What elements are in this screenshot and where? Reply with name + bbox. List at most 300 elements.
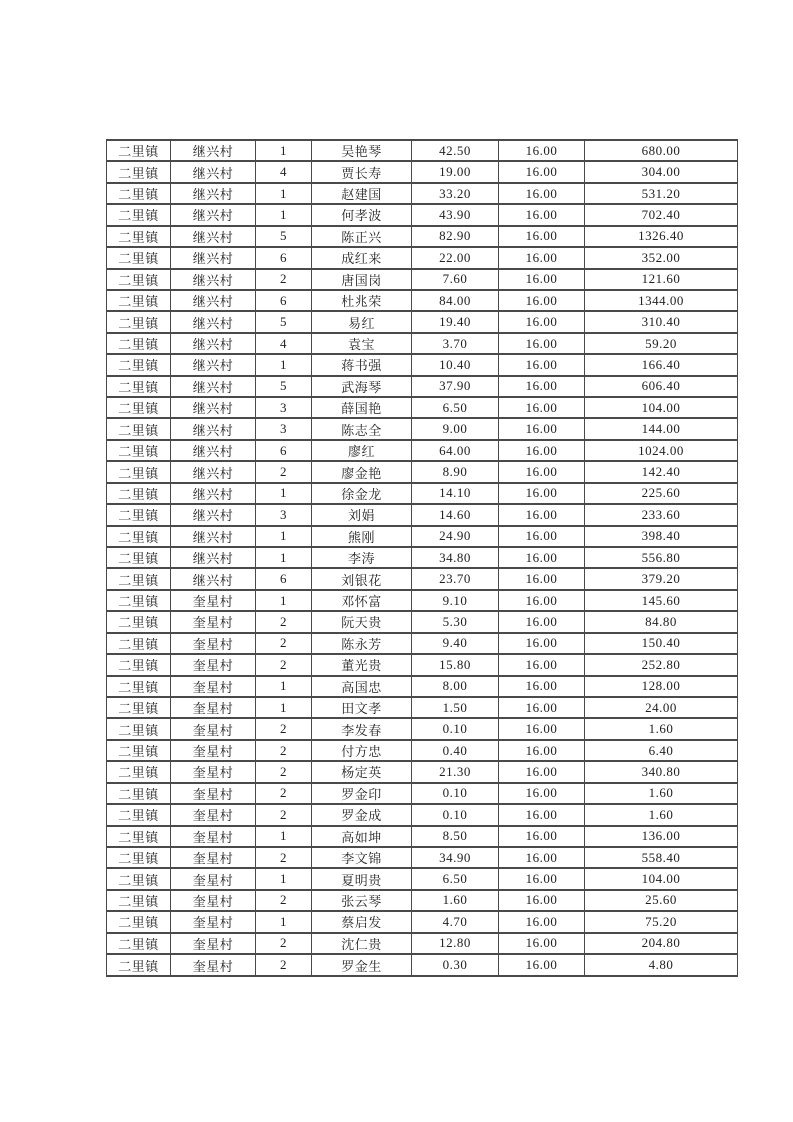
table-cell: 奎星村 [171,697,256,718]
table-cell: 继兴村 [171,354,256,375]
table-cell: 二里镇 [107,826,171,847]
table-cell: 1 [256,911,312,932]
table-cell: 李涛 [312,547,412,568]
table-cell: 19.40 [412,311,499,332]
table-cell: 1.60 [585,783,738,804]
table-cell: 奎星村 [171,847,256,868]
table-cell: 6.40 [585,740,738,761]
table-row [107,611,738,632]
table-row [107,269,738,290]
table-cell: 二里镇 [107,311,171,332]
table-cell: 16.00 [499,290,585,311]
table-cell: 奎星村 [171,718,256,739]
table-cell: 继兴村 [171,461,256,482]
table-row [107,590,738,611]
table-cell: 144.00 [585,418,738,439]
table-row [107,376,738,397]
table-cell: 64.00 [412,440,499,461]
table-cell: 225.60 [585,483,738,504]
table-cell: 二里镇 [107,333,171,354]
table-cell: 二里镇 [107,354,171,375]
table-row [107,933,738,954]
table-cell: 继兴村 [171,247,256,268]
table-cell: 16.00 [499,697,585,718]
table-cell: 奎星村 [171,740,256,761]
table-cell: 75.20 [585,911,738,932]
table-cell: 罗金成 [312,804,412,825]
table-cell: 继兴村 [171,418,256,439]
table-cell: 16.00 [499,333,585,354]
table-row [107,226,738,247]
table-row [107,868,738,889]
table-row [107,954,738,976]
table-cell: 奎星村 [171,611,256,632]
table-cell: 阮天贵 [312,611,412,632]
table-cell: 16.00 [499,761,585,782]
table-row [107,397,738,418]
table-cell: 唐国岗 [312,269,412,290]
table-cell: 14.10 [412,483,499,504]
table-cell: 继兴村 [171,504,256,525]
table-cell: 6.50 [412,397,499,418]
table-cell: 奎星村 [171,933,256,954]
table-cell: 奎星村 [171,761,256,782]
table-cell: 廖红 [312,440,412,461]
table-cell: 继兴村 [171,526,256,547]
table-cell: 1.60 [412,890,499,911]
table-cell: 二里镇 [107,290,171,311]
table-cell: 二里镇 [107,783,171,804]
table-cell: 16.00 [499,161,585,182]
table-cell: 24.90 [412,526,499,547]
table-cell: 5 [256,226,312,247]
table-cell: 继兴村 [171,376,256,397]
table-cell: 二里镇 [107,526,171,547]
table-cell: 田文孝 [312,697,412,718]
table-row [107,718,738,739]
table-cell: 42.50 [412,140,499,161]
table-cell: 二里镇 [107,676,171,697]
table-cell: 李发春 [312,718,412,739]
table-cell: 沈仁贵 [312,933,412,954]
table-cell: 高如坤 [312,826,412,847]
table-cell: 付方忠 [312,740,412,761]
table-cell: 1.50 [412,697,499,718]
table-cell: 袁宝 [312,333,412,354]
table-cell: 8.00 [412,676,499,697]
table-cell: 16.00 [499,783,585,804]
table-cell: 16.00 [499,440,585,461]
table-cell: 16.00 [499,226,585,247]
table-cell: 1 [256,354,312,375]
table-cell: 16.00 [499,183,585,204]
table-cell: 吴艳琴 [312,140,412,161]
table-row [107,826,738,847]
table-cell: 二里镇 [107,161,171,182]
table-cell: 16.00 [499,590,585,611]
table-cell: 2 [256,761,312,782]
table-cell: 二里镇 [107,547,171,568]
table-cell: 680.00 [585,140,738,161]
table-cell: 1.60 [585,718,738,739]
table-cell: 二里镇 [107,718,171,739]
table-row [107,418,738,439]
table-cell: 薛国艳 [312,397,412,418]
table-row [107,804,738,825]
table-cell: 二里镇 [107,611,171,632]
table-cell: 二里镇 [107,204,171,225]
table-cell: 赵建国 [312,183,412,204]
table-cell: 继兴村 [171,568,256,589]
table-cell: 16.00 [499,204,585,225]
table-cell: 奎星村 [171,783,256,804]
table-row [107,697,738,718]
table-cell: 702.40 [585,204,738,225]
table-cell: 二里镇 [107,590,171,611]
table-cell: 继兴村 [171,290,256,311]
table-cell: 23.70 [412,568,499,589]
table-cell: 刘娟 [312,504,412,525]
table-cell: 2 [256,633,312,654]
table-row [107,333,738,354]
table-cell: 16.00 [499,654,585,675]
table-cell: 16.00 [499,397,585,418]
table-cell: 1024.00 [585,440,738,461]
table-cell: 2 [256,461,312,482]
table-cell: 0.40 [412,740,499,761]
table-cell: 14.60 [412,504,499,525]
table-row [107,911,738,932]
table-cell: 奎星村 [171,590,256,611]
table-cell: 李文锦 [312,847,412,868]
table-cell: 16.00 [499,890,585,911]
table-row [107,440,738,461]
table-row [107,847,738,868]
table-row [107,483,738,504]
table-cell: 84.80 [585,611,738,632]
table-cell: 5.30 [412,611,499,632]
table-cell: 16.00 [499,847,585,868]
table-cell: 1 [256,826,312,847]
table-cell: 6 [256,568,312,589]
table-cell: 继兴村 [171,140,256,161]
table-row [107,783,738,804]
table-cell: 奎星村 [171,676,256,697]
table-cell: 2 [256,890,312,911]
table-row [107,311,738,332]
table-cell: 310.40 [585,311,738,332]
table-cell: 2 [256,933,312,954]
table-cell: 12.80 [412,933,499,954]
table-cell: 二里镇 [107,483,171,504]
table-cell: 罗金生 [312,954,412,976]
table-cell: 徐金龙 [312,483,412,504]
table-cell: 5 [256,311,312,332]
table-row [107,183,738,204]
table-cell: 16.00 [499,633,585,654]
table-cell: 22.00 [412,247,499,268]
table-cell: 二里镇 [107,654,171,675]
table-cell: 1 [256,183,312,204]
table-cell: 成红来 [312,247,412,268]
table-row [107,547,738,568]
table-cell: 夏明贵 [312,868,412,889]
table-cell: 136.00 [585,826,738,847]
table-cell: 3.70 [412,333,499,354]
table-cell: 2 [256,847,312,868]
table-cell: 233.60 [585,504,738,525]
table-cell: 166.40 [585,354,738,375]
table-cell: 二里镇 [107,504,171,525]
table-cell: 二里镇 [107,269,171,290]
table-cell: 武海琴 [312,376,412,397]
table-cell: 熊刚 [312,526,412,547]
table-cell: 1 [256,526,312,547]
table-cell: 16.00 [499,676,585,697]
table-cell: 16.00 [499,804,585,825]
table-cell: 二里镇 [107,461,171,482]
table-cell: 1344.00 [585,290,738,311]
table-cell: 5 [256,376,312,397]
table-row [107,504,738,525]
table-cell: 1 [256,697,312,718]
table-cell: 531.20 [585,183,738,204]
table-cell: 252.80 [585,654,738,675]
table-cell: 4.80 [585,954,738,976]
roster-table [106,139,738,977]
table-cell: 陈志全 [312,418,412,439]
table-cell: 张云琴 [312,890,412,911]
table-cell: 二里镇 [107,376,171,397]
table-cell: 继兴村 [171,440,256,461]
table-cell: 6.50 [412,868,499,889]
table-cell: 2 [256,718,312,739]
table-cell: 杨定英 [312,761,412,782]
table-cell: 19.00 [412,161,499,182]
table-cell: 奎星村 [171,804,256,825]
table-cell: 0.10 [412,804,499,825]
table-cell: 16.00 [499,740,585,761]
table-row [107,633,738,654]
table-cell: 贾长寿 [312,161,412,182]
table-row [107,761,738,782]
table-cell: 2 [256,269,312,290]
table-cell: 16.00 [499,418,585,439]
table-cell: 何孝波 [312,204,412,225]
table-cell: 杜兆荣 [312,290,412,311]
table-cell: 2 [256,611,312,632]
table-cell: 8.50 [412,826,499,847]
table-cell: 556.80 [585,547,738,568]
table-cell: 16.00 [499,826,585,847]
table-cell: 15.80 [412,654,499,675]
table-cell: 二里镇 [107,890,171,911]
table-cell: 16.00 [499,504,585,525]
table-cell: 二里镇 [107,761,171,782]
table-row [107,290,738,311]
table-cell: 邓怀富 [312,590,412,611]
table-cell: 104.00 [585,397,738,418]
table-row [107,740,738,761]
table-cell: 2 [256,654,312,675]
table-cell: 43.90 [412,204,499,225]
table-cell: 3 [256,397,312,418]
table-cell: 奎星村 [171,868,256,889]
table-cell: 奎星村 [171,954,256,976]
table-cell: 1 [256,547,312,568]
table-cell: 16.00 [499,140,585,161]
table-row [107,247,738,268]
table-cell: 高国忠 [312,676,412,697]
table-cell: 陈永芳 [312,633,412,654]
table-cell: 304.00 [585,161,738,182]
table-cell: 继兴村 [171,397,256,418]
table-cell: 2 [256,783,312,804]
table-cell: 9.10 [412,590,499,611]
table-row [107,676,738,697]
table-cell: 奎星村 [171,911,256,932]
table-cell: 6 [256,290,312,311]
table-cell: 121.60 [585,269,738,290]
table-row [107,526,738,547]
table-cell: 0.10 [412,783,499,804]
table-cell: 1 [256,204,312,225]
table-cell: 二里镇 [107,140,171,161]
table-cell: 128.00 [585,676,738,697]
table-cell: 16.00 [499,354,585,375]
table-cell: 16.00 [499,483,585,504]
table-cell: 1 [256,676,312,697]
table-cell: 16.00 [499,461,585,482]
table-cell: 16.00 [499,526,585,547]
table-cell: 2 [256,954,312,976]
table-cell: 二里镇 [107,418,171,439]
table-cell: 16.00 [499,247,585,268]
table-cell: 0.30 [412,954,499,976]
table-cell: 继兴村 [171,161,256,182]
table-cell: 59.20 [585,333,738,354]
table-row [107,204,738,225]
table-cell: 16.00 [499,376,585,397]
table-cell: 奎星村 [171,633,256,654]
table-cell: 二里镇 [107,697,171,718]
table-cell: 二里镇 [107,440,171,461]
table-cell: 16.00 [499,269,585,290]
table-cell: 0.10 [412,718,499,739]
table-row [107,354,738,375]
table-cell: 558.40 [585,847,738,868]
table-cell: 145.60 [585,590,738,611]
table-cell: 25.60 [585,890,738,911]
table-cell: 82.90 [412,226,499,247]
table-cell: 84.00 [412,290,499,311]
table-cell: 继兴村 [171,311,256,332]
table-cell: 379.20 [585,568,738,589]
table-cell: 1326.40 [585,226,738,247]
table-cell: 2 [256,740,312,761]
table-cell: 3 [256,504,312,525]
table-cell: 二里镇 [107,633,171,654]
table-cell: 罗金印 [312,783,412,804]
table-cell: 董光贵 [312,654,412,675]
table-cell: 4 [256,161,312,182]
table-cell: 陈正兴 [312,226,412,247]
table-cell: 1 [256,140,312,161]
table-cell: 继兴村 [171,183,256,204]
table-cell: 二里镇 [107,226,171,247]
table-cell: 奎星村 [171,654,256,675]
table-cell: 9.00 [412,418,499,439]
table-cell: 二里镇 [107,804,171,825]
table-cell: 二里镇 [107,911,171,932]
table-cell: 二里镇 [107,247,171,268]
table-cell: 继兴村 [171,547,256,568]
table-cell: 继兴村 [171,269,256,290]
table-cell: 4.70 [412,911,499,932]
table-cell: 1 [256,590,312,611]
table-cell: 9.40 [412,633,499,654]
table-cell: 二里镇 [107,568,171,589]
table-cell: 16.00 [499,611,585,632]
table-cell: 二里镇 [107,397,171,418]
table-cell: 继兴村 [171,483,256,504]
table-cell: 10.40 [412,354,499,375]
table-cell: 340.80 [585,761,738,782]
table-row [107,568,738,589]
table-cell: 33.20 [412,183,499,204]
table-cell: 二里镇 [107,847,171,868]
table-cell: 104.00 [585,868,738,889]
table-row [107,140,738,161]
table-cell: 398.40 [585,526,738,547]
table-cell: 3 [256,418,312,439]
table-cell: 二里镇 [107,183,171,204]
table-cell: 4 [256,333,312,354]
table-cell: 16.00 [499,568,585,589]
table-cell: 二里镇 [107,868,171,889]
table-cell: 204.80 [585,933,738,954]
roster-table-body [107,140,738,976]
table-cell: 1.60 [585,804,738,825]
table-cell: 奎星村 [171,826,256,847]
table-cell: 21.30 [412,761,499,782]
table-cell: 蒋书强 [312,354,412,375]
table-cell: 易红 [312,311,412,332]
table-cell: 二里镇 [107,954,171,976]
table-cell: 16.00 [499,954,585,976]
table-cell: 7.60 [412,269,499,290]
table-cell: 继兴村 [171,226,256,247]
table-row [107,654,738,675]
table-cell: 37.90 [412,376,499,397]
table-cell: 继兴村 [171,333,256,354]
table-row [107,461,738,482]
table-cell: 二里镇 [107,933,171,954]
table-cell: 1 [256,868,312,889]
table-cell: 16.00 [499,868,585,889]
table-cell: 继兴村 [171,204,256,225]
table-cell: 34.80 [412,547,499,568]
table-cell: 廖金艳 [312,461,412,482]
table-cell: 606.40 [585,376,738,397]
table-cell: 24.00 [585,697,738,718]
table-cell: 16.00 [499,547,585,568]
table-cell: 6 [256,247,312,268]
table-cell: 150.40 [585,633,738,654]
table-cell: 刘银花 [312,568,412,589]
table-cell: 2 [256,804,312,825]
table-cell: 16.00 [499,311,585,332]
